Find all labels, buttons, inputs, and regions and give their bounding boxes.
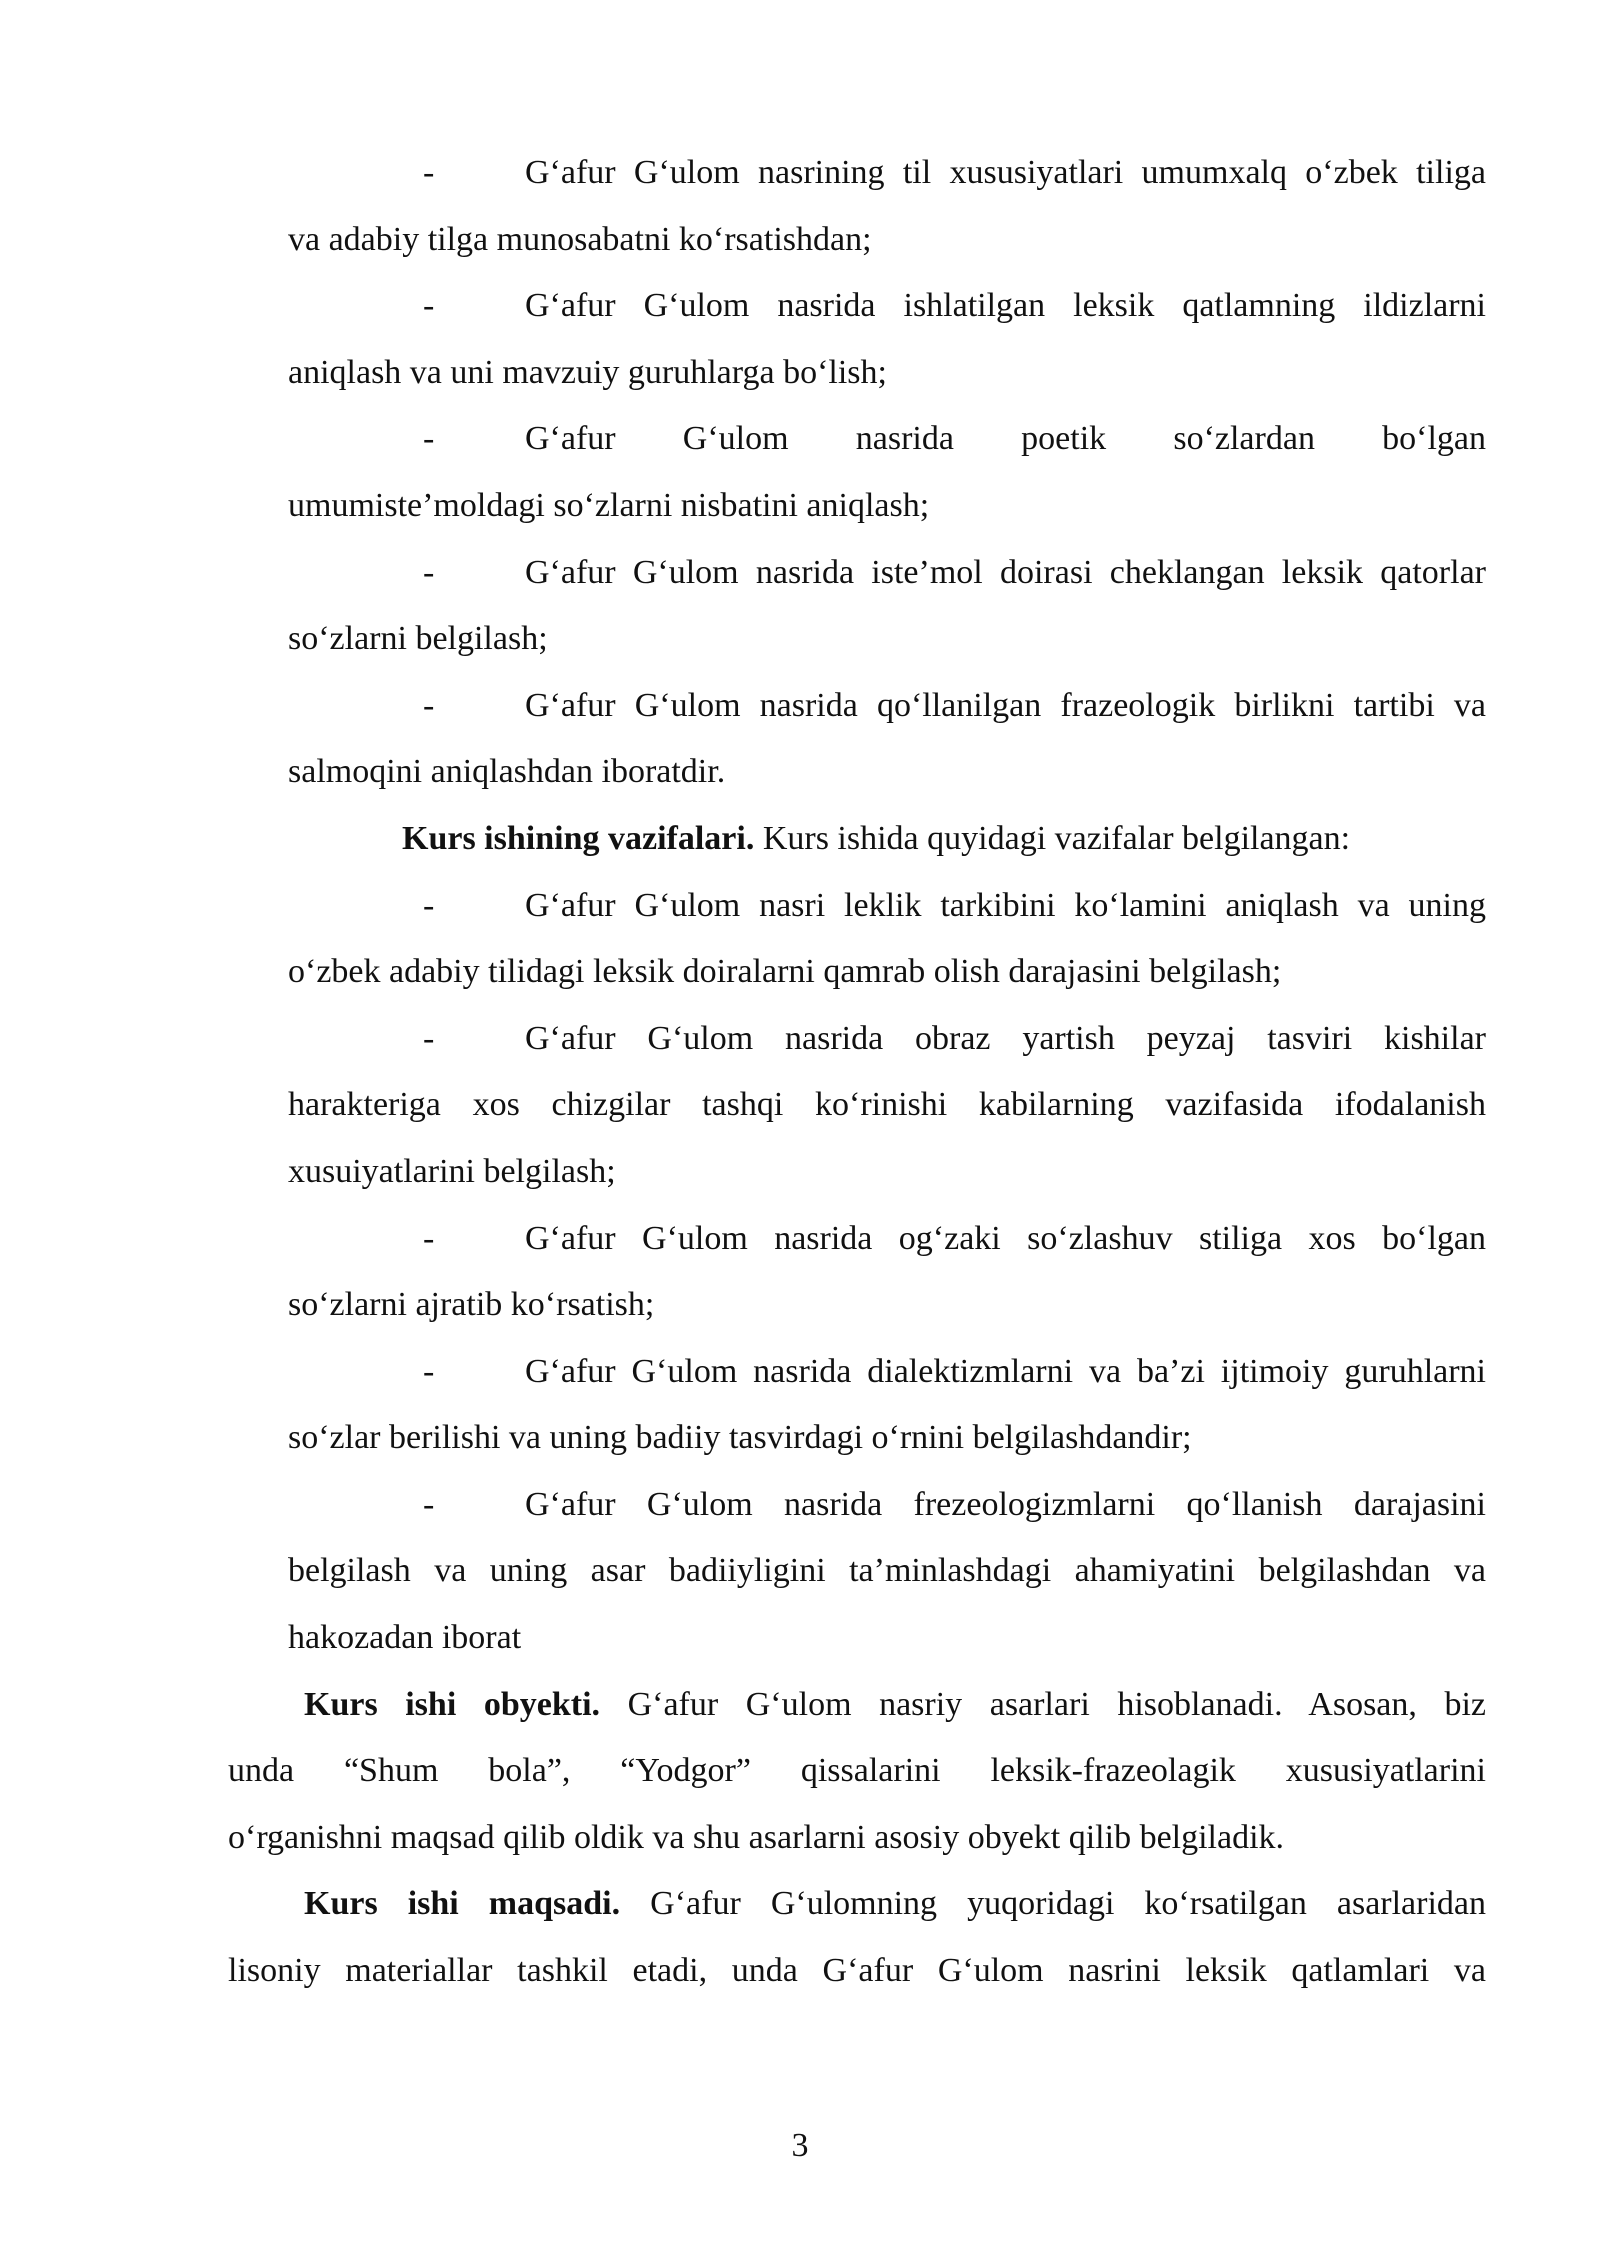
bullet-text-line: so‘zlarni ajratib ko‘rsatish; [288,1286,655,1324]
goal-paragraph-first-line [304,1871,1486,1938]
goal-heading-bold: Kurs ishi maqsadi. [304,1885,621,1923]
bullet-text-line: G‘afur G‘ulom nasrida poetik so‘zlardan bo‘lgan [525,420,1486,458]
bullet-item-6 [288,873,1486,940]
bullet-text-line: G‘afur G‘ulom nasrida dialektizmlarni va ba’zi ijtimoiy guruhlarni [525,1352,1486,1390]
goal-text: G‘afur G‘ulomning yuqoridagi ko‘rsatilgan asarlaridan [620,1885,1486,1923]
bullet-text-line: G‘afur G‘ulom nasrida iste’mol doirasi cheklangan leksik qatorlar [525,553,1486,591]
bullet-text-line: salmoqini aniqlashdan iboratdir. [288,753,726,791]
tasks-heading-text: Kurs ishida quyidagi vazifalar belgilangan: [754,819,1351,857]
bullet-text-line: va adabiy tilga munosabatni ko‘rsatishdan; [288,220,872,258]
bullet-text-line: G‘afur G‘ulom nasrining til xususiyatlari umumxalq o‘zbek tiliga [525,154,1486,191]
bullet-text-line: o‘zbek adabiy tilidagi leksik doiralarni qamrab olish darajasini belgilash; [288,953,1282,991]
bullet-text-line: G‘afur G‘ulom nasrida frezeologizmlarni qo‘llanish darajasini [525,1485,1486,1523]
bullet-item-9 [288,1339,1486,1406]
bullet-text-line: so‘zlarni belgilash; [288,620,548,658]
bullet-marker: - [423,1485,435,1523]
page-number: 3 [791,2127,809,2164]
bullet-marker: - [423,1219,435,1257]
bullet-text-line: G‘afur G‘ulom nasrida ishlatilgan leksik qatlamning ildizlarni [525,287,1486,325]
tasks-heading [402,806,1486,873]
object-heading-bold: Kurs ishi obyekti. [304,1685,601,1723]
tasks-heading-bold: Kurs ishining vazifalari. [402,819,755,857]
bullet-text-line: so‘zlar berilishi va uning badiiy tasvirdagi o‘rnini belgilashdandir; [288,1419,1192,1457]
bullet-marker: - [423,154,435,191]
bullet-item-7 [288,1006,1486,1073]
bullet-text-line: harakteriga xos chizgilar tashqi ko‘rinishi kabilarning vazifasida ifodalanish [288,1086,1486,1124]
bullet-text-line: xusuiyatlarini belgilash; [288,1152,616,1190]
bullet-item-1 [288,140,1486,207]
bullet-item-2 [288,273,1486,340]
bullet-marker: - [423,686,435,724]
bullet-item-3 [288,406,1486,473]
object-text: G‘afur G‘ulom nasriy asarlari hisoblanadi. Asosan, biz [600,1685,1486,1723]
object-paragraph-first-line [304,1672,1486,1739]
bullet-marker: - [423,420,435,458]
bullet-text-line: umumiste’moldagi so‘zlarni nisbatini aniqlash; [288,486,930,524]
page-content [228,140,1486,2005]
bullet-marker: - [423,886,435,924]
bullet-marker: - [423,553,435,591]
bullet-text-line: G‘afur G‘ulom nasrida qo‘llanilgan frazeologik birlikni tartibi va [525,686,1486,724]
object-paragraph-line: unda “Shum bola”, “Yodgor” qissalarini leksik-frazeolagik xususiyatlarini [228,1752,1486,1790]
bullet-item-5 [288,673,1486,740]
bullet-marker: - [423,1019,435,1057]
bullet-text-line: belgilash va uning asar badiiyligini ta’minlashdagi ahamiyatini belgilashdan va [288,1552,1486,1590]
bullet-item-8 [288,1206,1486,1273]
bullet-item-4 [288,540,1486,607]
bullet-item-10 [288,1472,1486,1539]
bullet-text-line: G‘afur G‘ulom nasrida obraz yartish peyzaj tasviri kishilar [525,1019,1486,1057]
bullet-marker: - [423,1352,435,1390]
bullet-marker: - [423,287,435,325]
bullet-text-line: G‘afur G‘ulom nasrida og‘zaki so‘zlashuv stiliga xos bo‘lgan [525,1219,1486,1257]
bullet-text-line: aniqlash va uni mavzuiy guruhlarga bo‘lish; [288,353,887,391]
goal-paragraph-line: lisoniy materiallar tashkil etadi, unda G‘afur G‘ulom nasrini leksik qatlamlari va [228,1952,1486,1990]
object-paragraph-line: o‘rganishni maqsad qilib oldik va shu asarlarni asosiy obyekt qilib belgiladik. [228,1818,1285,1856]
bullet-text-line: G‘afur G‘ulom nasri leklik tarkibini ko‘lamini aniqlash va uning [525,886,1486,924]
bullet-text-line: hakozadan iborat [288,1619,522,1657]
